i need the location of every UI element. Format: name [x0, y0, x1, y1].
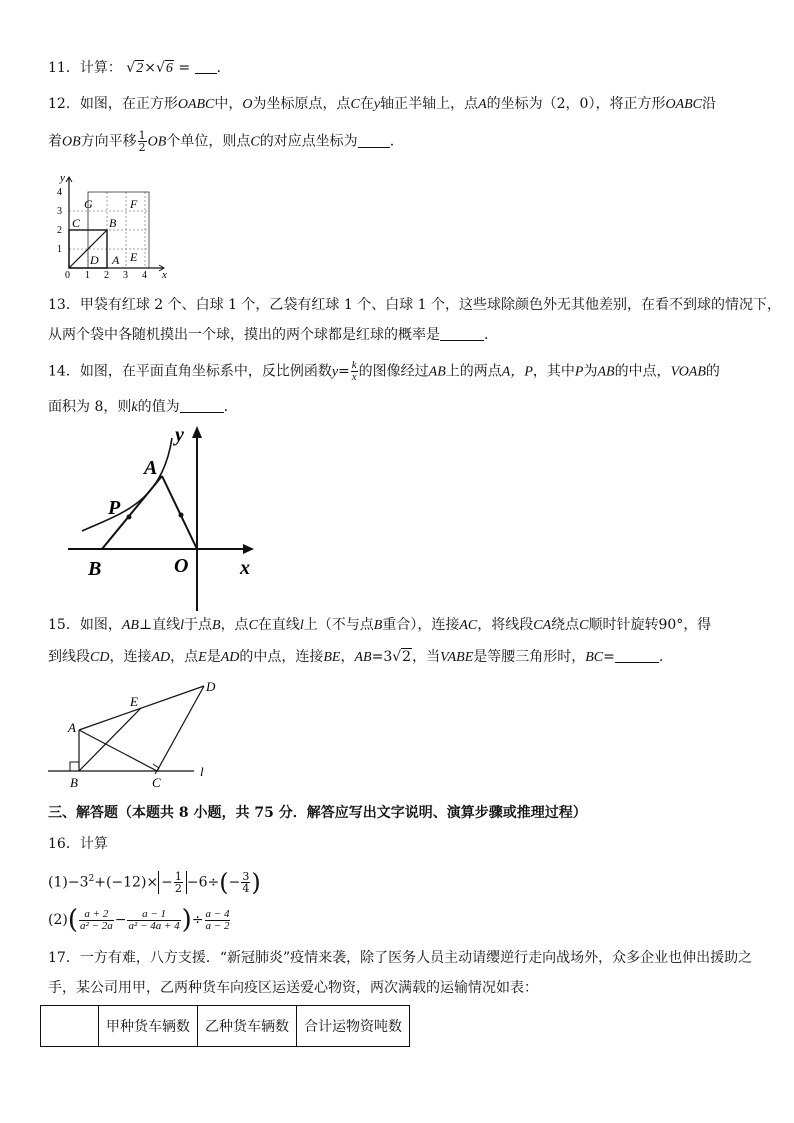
- answer-blank: [615, 648, 659, 663]
- y-tick: 1: [57, 244, 62, 255]
- question-14-line-2: 面积为 8，则k的值为 .: [48, 399, 229, 415]
- table-header-cell: [41, 1006, 99, 1047]
- question-15-line-1: 15．如图，AB⊥直线l于点B，点C在直线l上（不与点B重合），连接AC，将线段CA绕点C顺时针旋转90°，得: [48, 617, 712, 633]
- figure-q15-triangle: [44, 676, 224, 791]
- question-17-line-2: 手，某公司用甲，乙两种货车向疫区运送爱心物资，两次满载的运输情况如表：: [48, 980, 538, 996]
- question-15-line-2: 到线段CD，连接AD，点E是AD的中点，连接BE，AB=3√2，当VABE是等腰三角形时，BC= .: [48, 649, 664, 665]
- point-label: D: [206, 679, 216, 694]
- x-tick: 1: [85, 270, 90, 281]
- answer-blank: [440, 326, 484, 341]
- question-17-line-1: 17．一方有难，八方支援．“新冠肺炎”疫情来袭，除了医务人员主动请缨逆行走向战场外，众多企业也伸出援助之: [48, 950, 753, 966]
- section-3-title: 三、解答题（本题共 8 小题，共 75 分．解答应写出文字说明、演算步骤或推理过程）: [48, 805, 587, 821]
- point-label: B: [88, 558, 102, 580]
- table-header-row: [41, 1006, 410, 1047]
- line-label: l: [200, 764, 204, 779]
- x-tick: 2: [104, 270, 109, 281]
- question-16-part-1: $(1)-3^2+(-12)\times$ − $\frac{1}{2}$ −6÷(− $\frac{3}{4}$ ): [48, 868, 261, 897]
- question-13-line-1: 13．甲袋有红球 2 个、白球 1 个，乙袋有红球 1 个、白球 1 个，这些球除颜色外无其他差别，在看不到球的情况下，: [48, 297, 782, 313]
- point-label: A: [112, 253, 120, 267]
- transport-table: [40, 1005, 410, 1047]
- answer-blank: [195, 59, 217, 74]
- figure-q14-hyperbola: [62, 418, 272, 613]
- point-label: C: [152, 775, 161, 790]
- point-label: A: [68, 720, 76, 735]
- point-label: F: [130, 197, 138, 211]
- figure-q12-grid: [52, 172, 174, 282]
- table-header-cell: 甲种货车辆数: [99, 1006, 198, 1047]
- x-tick: 4: [142, 270, 147, 281]
- question-16-part-2: (2)( $\frac{a + 2}{\text{a² − 2a}}$ − $\frac{a - 1}{\text{a² − 4a + 4}}$ )÷ $\frac{a - 4}{a - 2}$: [48, 905, 230, 935]
- point-label: P: [108, 497, 121, 519]
- sqrt-2: √2: [126, 60, 144, 76]
- point-label: O: [174, 555, 189, 577]
- y-axis-label: y: [60, 172, 65, 184]
- fraction-half: $\frac{1}{2}$: [138, 129, 146, 154]
- point-label: G: [84, 197, 93, 211]
- question-13-line-2: 从两个袋中各随机摸出一个球，摸出的两个球都是红球的概率是 .: [48, 327, 489, 343]
- question-12-line-1: 12．如图，在正方形OABC中，O为坐标原点，点C在y轴正半轴上，点A的坐标为（2，0），将正方形OABC沿: [48, 96, 717, 112]
- y-axis-label: y: [175, 424, 184, 446]
- point-label: B: [70, 775, 78, 790]
- table-header-cell: 乙种货车辆数: [198, 1006, 297, 1047]
- y-tick: 4: [57, 187, 62, 198]
- point-label: B: [109, 216, 117, 230]
- answer-blank: [180, 398, 224, 413]
- x-axis-label: x: [240, 557, 250, 579]
- question-12-line-2: 着OB方向平移 $\frac{1}{2}$ OB个单位，则点C的对应点坐标为 .: [48, 129, 395, 154]
- point-label: A: [144, 457, 158, 479]
- fraction-k-over-x: $\frac{k}{x}$: [351, 359, 357, 383]
- y-tick: 3: [57, 206, 62, 217]
- x-tick: 3: [123, 270, 128, 281]
- sqrt-6: √6: [155, 60, 173, 76]
- point-label: E: [130, 250, 138, 264]
- table-header-cell: 合计运物资吨数: [297, 1006, 410, 1047]
- x-axis-label: x: [162, 269, 167, 281]
- answer-blank: [358, 133, 390, 148]
- question-11: 11．计算： √2×√6 = .: [48, 60, 221, 76]
- question-14-line-1: 14．如图，在平面直角坐标系中，反比例函数y= $\frac{k}{x}$ 的图像经过AB上的两点A，P，其中P为AB的中点，VOAB的: [48, 359, 720, 383]
- point-label: E: [130, 694, 138, 709]
- point-label: C: [72, 216, 81, 230]
- x-tick: 0: [65, 270, 70, 281]
- y-tick: 2: [57, 225, 62, 236]
- point-label: D: [90, 253, 99, 267]
- question-16-title: 16．计算: [48, 836, 108, 852]
